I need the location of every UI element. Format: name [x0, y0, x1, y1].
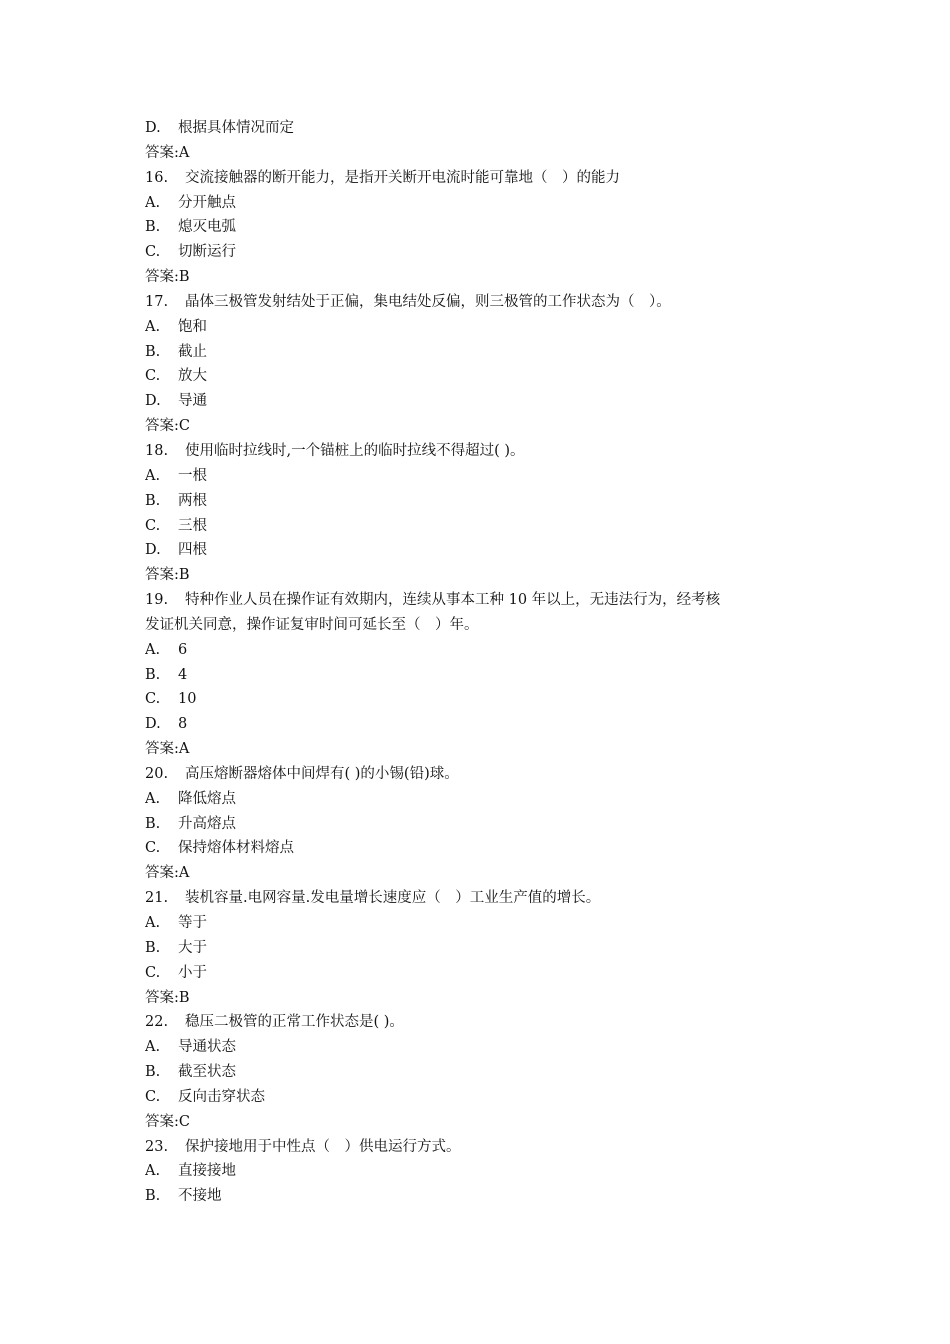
option-label: D. — [145, 393, 161, 410]
option-label: C. — [145, 244, 161, 261]
option-line — [145, 364, 815, 389]
option-text: 8 — [178, 716, 188, 733]
question-line — [145, 166, 815, 191]
question-line — [145, 762, 815, 787]
answer-line: 答案:B — [145, 567, 190, 584]
option-label: B. — [145, 219, 161, 236]
option-text: 熄灭电弧 — [178, 219, 236, 236]
option-label: C. — [145, 517, 161, 534]
answer-line: 答案:B — [145, 989, 190, 1006]
question-text: 交流接触器的断开能力，是指开关断开电流时能可靠地（ ）的能力 — [185, 169, 620, 186]
option-text: 四根 — [178, 542, 207, 559]
option-line — [145, 1184, 815, 1209]
option-line — [145, 936, 815, 961]
question-text: 特种作业人员在操作证有效期内，连续从事本工种 10 年以上，无违法行为，经考核 — [185, 592, 721, 609]
option-line — [145, 1085, 815, 1110]
option-text: 一根 — [178, 467, 207, 484]
question-line — [145, 439, 815, 464]
option-label: B. — [145, 1188, 161, 1205]
option-line — [145, 116, 815, 141]
option-text: 截止 — [178, 343, 207, 360]
question-continuation: 发证机关同意，操作证复审时间可延长至（ ）年。 — [145, 616, 479, 633]
question-text: 保护接地用于中性点（ ）供电运行方式。 — [185, 1138, 461, 1155]
option-text: 4 — [178, 666, 188, 683]
option-line — [145, 538, 815, 563]
option-label: A. — [145, 790, 161, 807]
option-line — [145, 911, 815, 936]
option-text: 三根 — [178, 517, 207, 534]
option-line — [145, 961, 815, 986]
question-text: 高压熔断器熔体中间焊有( )的小锡(铅)球。 — [185, 765, 459, 782]
option-label: A. — [145, 915, 161, 931]
option-line — [145, 1159, 815, 1184]
option-text: 分开触点 — [178, 194, 236, 211]
option-label: C. — [145, 840, 161, 857]
option-label: B. — [145, 939, 161, 956]
option-label: D. — [145, 120, 161, 136]
option-line — [145, 712, 815, 737]
option-label: C. — [145, 368, 161, 385]
option-text: 大于 — [178, 939, 207, 956]
option-text: 小于 — [178, 964, 207, 981]
question-number: 21. — [145, 890, 169, 907]
answer-line: 答案:A — [145, 144, 190, 161]
question-number: 18. — [145, 442, 169, 459]
option-text: 升高熔点 — [178, 815, 236, 832]
option-line — [145, 489, 815, 514]
option-line — [145, 1035, 815, 1060]
option-line — [145, 389, 815, 414]
option-line — [145, 340, 815, 365]
question-number: 16. — [145, 169, 169, 186]
answer-line: 答案:C — [145, 1113, 190, 1130]
option-text: 保持熔体材料熔点 — [178, 840, 294, 857]
question-line — [145, 886, 815, 911]
option-label: C. — [145, 1088, 161, 1105]
option-label: A. — [145, 1163, 161, 1180]
question-number: 17. — [145, 293, 169, 310]
question-text: 使用临时拉线时,一个锚桩上的临时拉线不得超过( )。 — [185, 442, 525, 459]
option-label: B. — [145, 343, 161, 360]
option-label: A. — [145, 1039, 161, 1056]
option-text: 根据具体情况而定 — [178, 120, 294, 136]
option-line — [145, 464, 815, 489]
option-label: B. — [145, 1064, 161, 1081]
option-line — [145, 191, 815, 216]
answer-line: 答案:A — [145, 741, 190, 758]
question-text: 稳压二极管的正常工作状态是( )。 — [185, 1014, 404, 1031]
question-line — [145, 1010, 815, 1035]
answer-line: 答案:A — [145, 865, 190, 882]
option-line — [145, 787, 815, 812]
option-text: 饱和 — [178, 318, 207, 335]
option-line — [145, 812, 815, 837]
option-label: C. — [145, 691, 161, 708]
option-line — [145, 638, 815, 663]
option-text: 10 — [178, 691, 197, 708]
option-label: B. — [145, 492, 161, 509]
question-list — [145, 116, 815, 1209]
option-line — [145, 315, 815, 340]
option-text: 直接接地 — [178, 1163, 236, 1180]
option-label: C. — [145, 964, 161, 981]
question-number: 19. — [145, 592, 169, 609]
option-text: 导通 — [178, 393, 207, 410]
option-text: 放大 — [178, 368, 207, 385]
question-text: 装机容量.电网容量.发电量增长速度应（ ）工业生产值的增长。 — [185, 890, 601, 907]
option-line — [145, 687, 815, 712]
option-text: 不接地 — [178, 1188, 222, 1205]
question-number: 20. — [145, 765, 169, 782]
option-line — [145, 1060, 815, 1085]
option-text: 切断运行 — [178, 244, 236, 261]
option-text: 降低熔点 — [178, 790, 236, 807]
option-label: D. — [145, 542, 161, 559]
option-label: A. — [145, 318, 161, 335]
question-number: 23. — [145, 1138, 169, 1155]
question-text: 晶体三极管发射结处于正偏，集电结处反偏，则三极管的工作状态为（ ）。 — [185, 293, 671, 310]
question-number: 22. — [145, 1014, 169, 1031]
option-text: 等于 — [178, 915, 207, 931]
option-line — [145, 663, 815, 688]
option-label: B. — [145, 815, 161, 832]
option-text: 反向击穿状态 — [178, 1088, 265, 1105]
option-label: A. — [145, 467, 161, 484]
option-text: 截至状态 — [178, 1064, 236, 1081]
option-label: D. — [145, 716, 161, 733]
question-line — [145, 1135, 815, 1160]
question-line — [145, 290, 815, 315]
question-line — [145, 588, 815, 613]
option-label: B. — [145, 666, 161, 683]
option-line — [145, 836, 815, 861]
answer-line: 答案:C — [145, 418, 190, 435]
option-text: 两根 — [178, 492, 207, 509]
option-line — [145, 240, 815, 265]
option-text: 6 — [178, 641, 188, 658]
option-label: A. — [145, 194, 161, 211]
answer-line: 答案:B — [145, 269, 190, 286]
option-line — [145, 215, 815, 240]
option-label: A. — [145, 641, 161, 658]
option-text: 导通状态 — [178, 1039, 236, 1056]
option-line — [145, 514, 815, 539]
